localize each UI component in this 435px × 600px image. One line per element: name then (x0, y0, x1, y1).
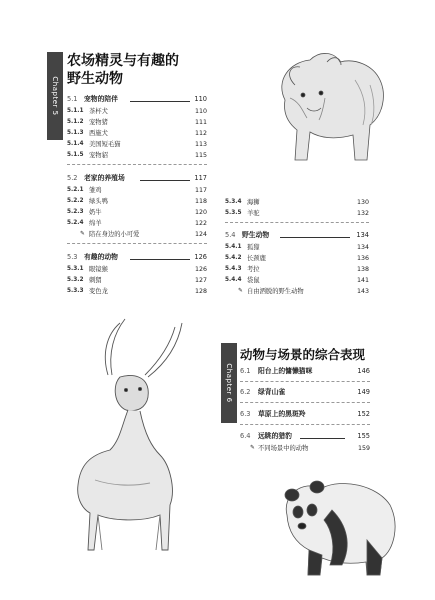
section-divider (130, 259, 190, 260)
section-end-rule (240, 402, 370, 403)
chapter-5-tab-label: Chapter 5 (51, 76, 59, 116)
section-number: 5.1 (67, 95, 78, 103)
toc-section-5-2[interactable]: 5.2 老家的养殖场 117 (67, 174, 207, 182)
red-panda-illustration (255, 40, 395, 175)
toc-note-6-4[interactable]: ✎ 不同场景中的动物 159 (250, 445, 370, 452)
toc-item-5-3-4[interactable]: 5.3.4 海狮 130 (225, 199, 369, 206)
note-icon: ✎ (80, 231, 85, 237)
toc-section-5-4[interactable]: 5.4 野生动物 134 (225, 231, 369, 239)
toc-item-5-1-3[interactable]: 5.1.3 西施犬 112 (67, 130, 207, 137)
toc-section-6-1[interactable]: 6.1 阳台上的慵懒猫咪 146 (240, 367, 370, 375)
section-end-rule (225, 222, 369, 223)
toc-item-5-2-2[interactable]: 5.2.2 绿头鸭 118 (67, 198, 207, 205)
toc-item-5-4-4[interactable]: 5.4.4 袋鼠 141 (225, 277, 369, 284)
toc-item-5-4-2[interactable]: 5.4.2 长颈鹿 136 (225, 255, 369, 262)
toc-section-5-1[interactable] (67, 94, 207, 105)
section-divider (140, 180, 190, 181)
toc-note-5-4[interactable]: ✎ 自由洒脱的野生动物 143 (238, 288, 369, 295)
section-end-rule (240, 424, 370, 425)
toc-item-5-1-2[interactable]: 5.1.2 宠物猪 111 (67, 119, 207, 126)
toc-item-5-3-5[interactable]: 5.3.5 羊驼 132 (225, 210, 369, 217)
chapter-5-title-line1: 农场精灵与有趣的 (67, 53, 179, 69)
section-page: 110 (194, 95, 207, 103)
toc-item-5-1-5[interactable]: 5.1.5 宠物貂 115 (67, 152, 207, 159)
toc-item-5-2-4[interactable]: 5.2.4 绵羊 122 (67, 220, 207, 227)
impala-illustration (50, 315, 210, 565)
section-divider (280, 237, 350, 238)
section-label: 宠物的陪伴 (84, 95, 118, 103)
toc-section-6-4[interactable]: 6.4 远眺的猎豹 155 (240, 432, 370, 440)
chapter-5-title-line2: 野生动物 (67, 71, 123, 87)
toc-item-5-3-1[interactable]: 5.3.1 眼镜猴 126 (67, 266, 207, 273)
toc-note-5-2[interactable]: ✎ 陪在身边的小可爱 124 (80, 231, 207, 238)
chapter-6-tab-label: Chapter 6 (225, 363, 233, 403)
toc-section-6-3[interactable]: 6.3 草原上的黑斑羚 152 (240, 410, 370, 418)
section-end-rule (240, 381, 370, 382)
section-end-rule (67, 243, 207, 244)
section-end-rule (67, 164, 207, 165)
toc-item-5-3-2[interactable]: 5.3.2 刺猬 127 (67, 277, 207, 284)
section-divider (130, 101, 190, 102)
toc-item-5-2-1[interactable]: 5.2.1 雏鸡 117 (67, 187, 207, 194)
toc-item-5-3-3[interactable]: 5.3.3 变色龙 128 (67, 288, 207, 295)
toc-item-5-2-3[interactable]: 5.2.3 奶牛 120 (67, 209, 207, 216)
chapter-6-title: 动物与场景的综合表现 (240, 347, 366, 362)
toc-item-5-1-4[interactable]: 5.1.4 美国短毛猫 113 (67, 141, 207, 148)
toc-item-5-4-3[interactable]: 5.4.3 考拉 138 (225, 266, 369, 273)
toc-item-5-1-1[interactable]: 5.1.1 茶杯犬 110 (67, 108, 207, 115)
note-icon: ✎ (250, 445, 255, 451)
section-divider (300, 438, 345, 439)
note-icon: ✎ (238, 288, 243, 294)
toc-section-5-3[interactable]: 5.3 有趣的动物 126 (67, 253, 207, 261)
chapter-6-tab (221, 343, 237, 423)
toc-section-6-2[interactable]: 6.2 绿背山雀 149 (240, 388, 370, 396)
chapter-5-tab (47, 52, 63, 140)
toc-item-5-4-1[interactable]: 5.4.1 狐獴 134 (225, 244, 369, 251)
panda-illustration (272, 470, 402, 580)
